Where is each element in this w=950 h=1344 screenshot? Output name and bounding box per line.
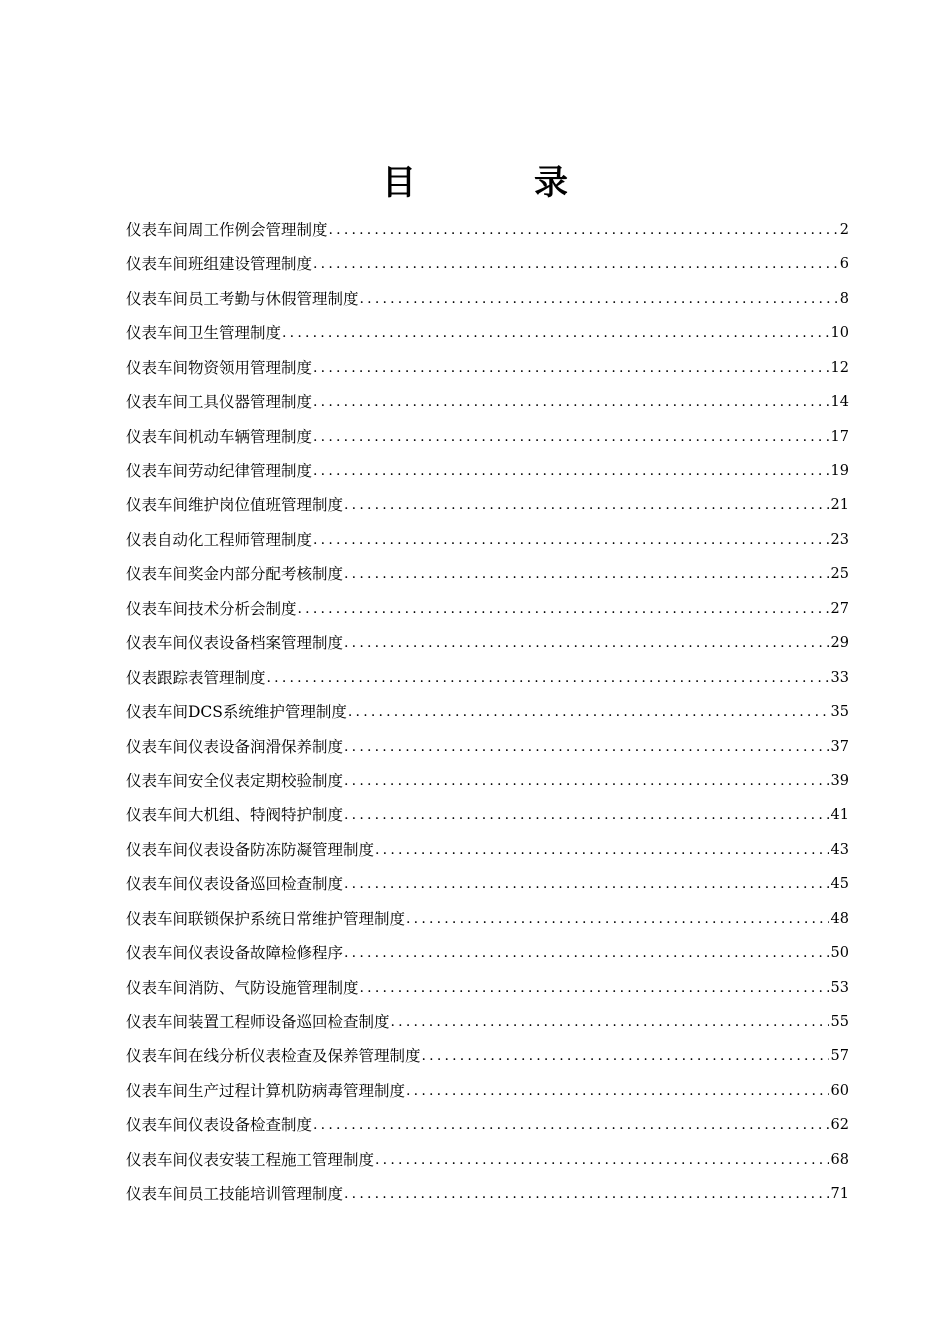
toc-leader-dots [344,626,829,660]
toc-entry-page: 33 [830,669,849,686]
toc-entry[interactable] [126,1040,849,1074]
toc-leader-dots [344,489,829,523]
toc-entry[interactable] [126,213,849,247]
toc-entry-page: 35 [830,704,849,721]
toc-entry-page: 17 [830,428,849,445]
toc-entry-title: 仪表车间员工技能培训管理制度 [126,1185,344,1204]
toc-entry-page: 6 [839,256,849,273]
toc-entry-title: 仪表车间班组建设管理制度 [126,255,313,274]
toc-leader-dots [375,833,829,867]
toc-entry-title: 仪表车间仪表设备防冻防凝管理制度 [126,840,375,859]
toc-entry[interactable] [126,420,849,454]
toc-entry-page: 41 [830,807,849,824]
toc-leader-dots [329,213,838,247]
toc-leader-dots [313,523,829,557]
toc-leader-dots [344,936,829,970]
toc-entry-page: 39 [830,772,849,789]
toc-entry-page: 21 [830,497,849,514]
toc-entry-title: 仪表自动化工程师管理制度 [126,530,313,549]
toc-entry-page: 68 [830,1151,849,1168]
toc-leader-dots [406,902,829,936]
toc-entry-title: 仪表车间工具仪器管理制度 [126,393,313,412]
toc-entry-title: 仪表车间装置工程师设备巡回检查制度 [126,1013,390,1032]
toc-leader-dots [360,971,829,1005]
toc-entry-title: 仪表跟踪表管理制度 [126,668,266,687]
toc-entry-title: 仪表车间技术分析会制度 [126,599,297,618]
toc-entry-page: 29 [830,635,849,652]
toc-entry-page: 45 [830,876,849,893]
toc-entry-page: 14 [830,394,849,411]
toc-entry-title: 仪表车间维护岗位值班管理制度 [126,496,344,515]
toc-entry[interactable] [126,1143,849,1177]
toc-entry-title: 仪表车间仪表安装工程施工管理制度 [126,1150,375,1169]
toc-entry-page: 23 [830,531,849,548]
toc-entry-title: 仪表车间仪表设备润滑保养制度 [126,737,344,756]
toc-entry[interactable] [126,282,849,316]
toc-entry[interactable] [126,454,849,488]
toc-entry[interactable] [126,695,849,729]
toc-entry[interactable] [126,730,849,764]
toc-entry-page: 37 [830,738,849,755]
toc-entry-title: 仪表车间仪表设备故障检修程序 [126,944,344,963]
toc-entry-page: 8 [839,290,849,307]
toc-entry-title: 仪表车间在线分析仪表检查及保养管理制度 [126,1047,421,1066]
toc-entry-title: 仪表车间大机组、特阀特护制度 [126,806,344,825]
toc-entry-page: 55 [830,1014,849,1031]
toc-entry[interactable] [126,867,849,901]
toc-entry-title: 仪表车间机动车辆管理制度 [126,427,313,446]
toc-entry[interactable] [126,971,849,1005]
toc-entry[interactable] [126,661,849,695]
toc-leader-dots [344,730,829,764]
toc-leader-dots [360,282,838,316]
toc-entry[interactable] [126,798,849,832]
toc-leader-dots [375,1143,829,1177]
toc-entry-title: 仪表车间安全仪表定期校验制度 [126,771,344,790]
toc-entry[interactable] [126,1074,849,1108]
toc-entry[interactable] [126,833,849,867]
toc-entry-page: 27 [830,600,849,617]
toc-entry-page: 43 [830,841,849,858]
toc-entry-title: 仪表车间联锁保护系统日常维护管理制度 [126,909,406,928]
toc-entry-page: 53 [830,979,849,996]
toc-entry[interactable] [126,523,849,557]
toc-entry-title: 仪表车间仪表设备档案管理制度 [126,634,344,653]
toc-leader-dots [313,247,838,281]
toc-leader-dots [344,867,829,901]
toc-entry[interactable] [126,351,849,385]
toc-entry[interactable] [126,626,849,660]
toc-entry-title: 仪表车间仪表设备巡回检查制度 [126,875,344,894]
toc-entry-title: 仪表车间DCS系统维护管理制度 [126,703,347,722]
toc-entry[interactable] [126,902,849,936]
toc-leader-dots [348,695,829,729]
toc-entry[interactable] [126,316,849,350]
toc-leader-dots [282,316,829,350]
toc-leader-dots [267,661,829,695]
toc-list [126,213,849,1212]
toc-leader-dots [391,1005,829,1039]
toc-entry-title: 仪表车间周工作例会管理制度 [126,220,328,239]
toc-leader-dots [313,420,829,454]
toc-entry-page: 48 [830,910,849,927]
toc-leader-dots [344,1177,829,1211]
toc-entry-title: 仪表车间员工考勤与休假管理制度 [126,289,359,308]
toc-entry-page: 57 [830,1048,849,1065]
toc-entry[interactable] [126,1005,849,1039]
toc-title: 目 录 [382,163,610,203]
toc-entry-title: 仪表车间卫生管理制度 [126,324,282,343]
toc-entry-title: 仪表车间生产过程计算机防病毒管理制度 [126,1081,406,1100]
toc-entry-page: 60 [830,1082,849,1099]
toc-leader-dots [406,1074,829,1108]
toc-entry-page: 50 [830,945,849,962]
toc-leader-dots [313,351,829,385]
toc-entry-title: 仪表车间消防、气防设施管理制度 [126,978,359,997]
toc-entry[interactable] [126,592,849,626]
toc-entry-page: 19 [830,463,849,480]
toc-entry[interactable] [126,764,849,798]
toc-entry[interactable] [126,385,849,419]
toc-leader-dots [313,385,829,419]
toc-leader-dots [313,1108,829,1142]
toc-leader-dots [313,454,829,488]
toc-entry-title: 仪表车间物资领用管理制度 [126,358,313,377]
toc-entry[interactable] [126,1177,849,1211]
toc-entry-page: 12 [830,359,849,376]
toc-entry-page: 71 [830,1186,849,1203]
toc-leader-dots [422,1040,829,1074]
toc-leader-dots [344,557,829,591]
toc-entry-page: 2 [839,221,849,238]
toc-entry-page: 62 [830,1117,849,1134]
toc-entry[interactable] [126,936,849,970]
toc-entry[interactable] [126,489,849,523]
toc-entry[interactable] [126,247,849,281]
toc-entry-page: 10 [830,325,849,342]
toc-leader-dots [344,798,829,832]
toc-leader-dots [298,592,829,626]
toc-entry[interactable] [126,1108,849,1142]
toc-entry-page: 25 [830,566,849,583]
toc-entry-title: 仪表车间仪表设备检查制度 [126,1116,313,1135]
toc-entry-title: 仪表车间劳动纪律管理制度 [126,462,313,481]
toc-entry[interactable] [126,557,849,591]
toc-leader-dots [344,764,829,798]
toc-entry-title: 仪表车间奖金内部分配考核制度 [126,565,344,584]
